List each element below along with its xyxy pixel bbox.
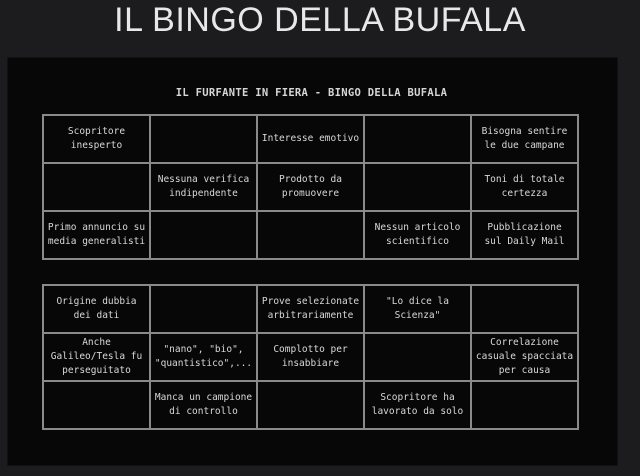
- bingo-cell: [151, 286, 258, 334]
- bingo-cell: Origine dubbia dei dati: [44, 286, 151, 334]
- bingo-cell: [151, 116, 258, 164]
- bingo-card-top: [42, 114, 579, 260]
- bingo-cell: [44, 164, 151, 212]
- bingo-cell: Prove selezionate arbitrariamente: [258, 286, 365, 334]
- bingo-cell: Nessuna verifica indipendente: [151, 164, 258, 212]
- bingo-cell: Anche Galileo/Tesla fu perseguitato: [44, 334, 151, 382]
- bingo-cell: Prodotto da promuovere: [258, 164, 365, 212]
- bingo-cell: Complotto per insabbiare: [258, 334, 365, 382]
- bingo-cell: Primo annuncio su media generalisti: [44, 212, 151, 260]
- bingo-cell: [151, 212, 258, 260]
- bingo-cell: Correlazione casuale spacciata per causa: [472, 334, 579, 382]
- bingo-cell: [472, 382, 579, 430]
- slide-heading: IL FURFANTE IN FIERA - BINGO DELLA BUFALA: [175, 87, 448, 99]
- bingo-cell: [258, 212, 365, 260]
- page-title: IL BINGO DELLA BUFALA: [114, 1, 526, 39]
- bingo-cell: Scopritore inesperto: [44, 116, 151, 164]
- bingo-cell: Pubblicazione sul Daily Mail: [472, 212, 579, 260]
- bingo-cell: "Lo dice la Scienza": [365, 286, 472, 334]
- bingo-cell: [365, 164, 472, 212]
- bingo-cell: Bisogna sentire le due campane: [472, 116, 579, 164]
- bingo-cell: Nessun articolo scientifico: [365, 212, 472, 260]
- bingo-cell: [365, 334, 472, 382]
- bingo-cell: Toni di totale certezza: [472, 164, 579, 212]
- bingo-card-bottom: [42, 284, 579, 430]
- bingo-cell: Scopritore ha lavorato da solo: [365, 382, 472, 430]
- bingo-cell: [258, 382, 365, 430]
- bingo-cell: Interesse emotivo: [258, 116, 365, 164]
- bingo-cell: "nano", "bio", "quantistico",...: [151, 334, 258, 382]
- bingo-cell: [472, 286, 579, 334]
- bingo-cell: [365, 116, 472, 164]
- bingo-cell: Manca un campione di controllo: [151, 382, 258, 430]
- bingo-cell: [44, 382, 151, 430]
